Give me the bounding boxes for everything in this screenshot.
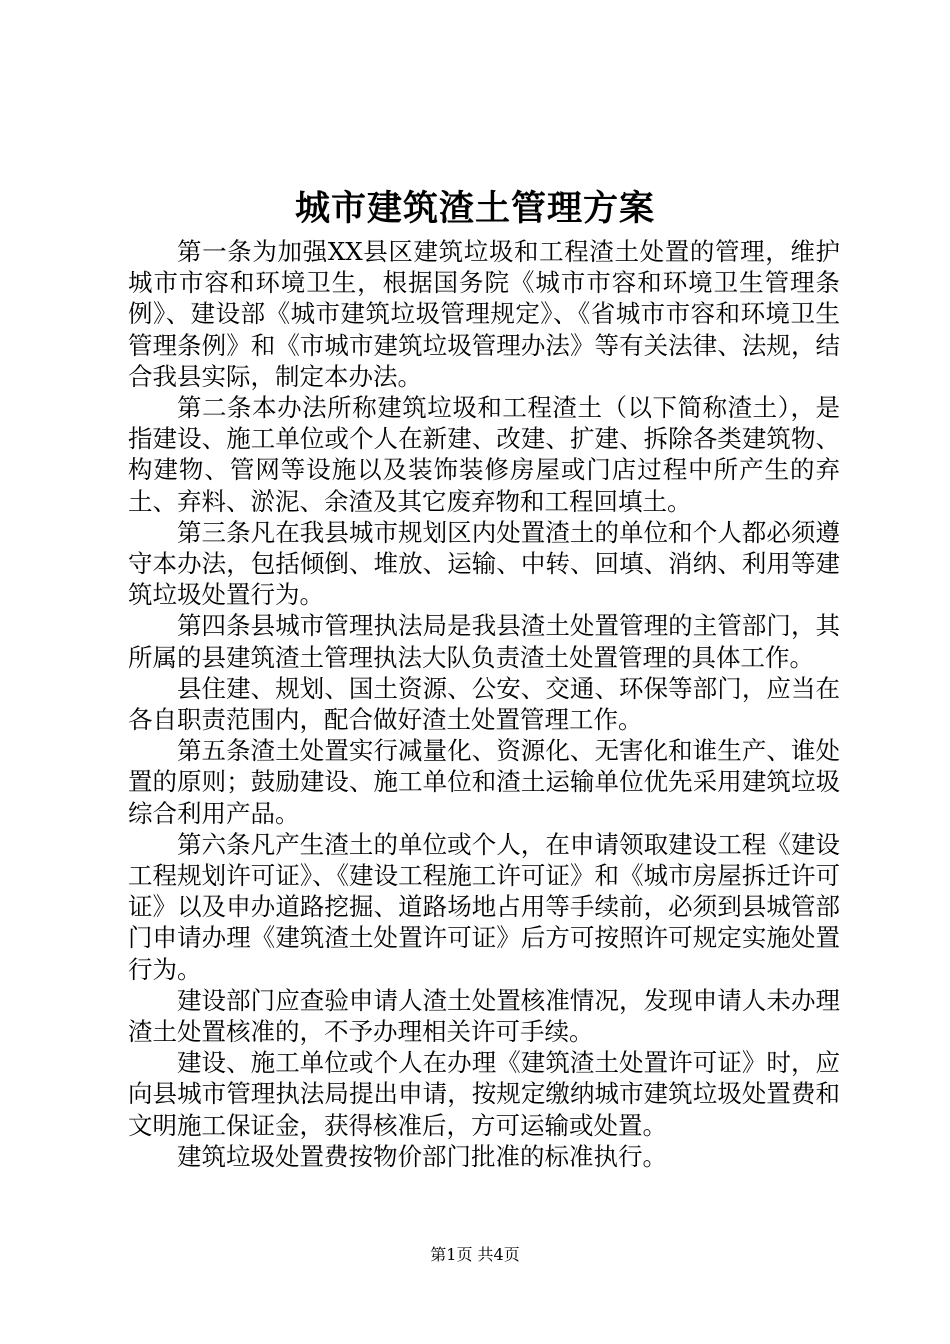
- paragraph-article-6-fee: 建筑垃圾处置费按物价部门批准的标准执行。: [177, 1141, 667, 1171]
- document-title: 城市建筑渣土管理方案: [294, 188, 655, 229]
- paragraph-article-1: 第一条为加强XX县区建筑垃圾和工程渣土处置的管理，维护城市市容和环境卫生，根据国务院《城市市容和环境卫生管理条例》、建设部《城市建筑垃圾管理规定》、《省城市市容和环境卫生管理条例》和《市城市建筑垃圾管理办法》等有关法律、法规，结合我县实际，制定本办法。: [128, 237, 840, 391]
- paragraph-article-4-supplement: 县住建、规划、国土资源、公安、交通、环保等部门，应当在各自职责范围内，配合做好渣土处置管理工作。: [128, 673, 840, 735]
- paragraph-article-5: 第五条渣土处置实行减量化、资源化、无害化和谁生产、谁处置的原则；鼓励建设、施工单位和渣土运输单位优先采用建筑垃圾综合利用产品。: [128, 736, 840, 828]
- paragraph-article-2: 第二条本办法所称建筑垃圾和工程渣土（以下简称渣土），是指建设、施工单位或个人在新建、改建、扩建、拆除各类建筑物、构建物、管网等设施以及装饰装修房屋或门店过程中所产生的弃土、弃料、淤泥、余渣及其它废弃物和工程回填土。: [128, 393, 840, 516]
- paragraph-article-4: 第四条县城市管理执法局是我县渣土处置管理的主管部门，其所属的县建筑渣土管理执法大队负责渣土处置管理的具体工作。: [128, 611, 840, 672]
- paragraph-article-3: 第三条凡在我县城市规划区内处置渣土的单位和个人都必须遵守本办法，包括倾倒、堆放、运输、中转、回填、消纳、利用等建筑垃圾处置行为。: [128, 517, 840, 610]
- paragraph-article-6: 第六条凡产生渣土的单位或个人，在申请领取建设工程《建设工程规划许可证》、《建设工程施工许可证》和《城市房屋拆迁许可证》以及申办道路挖掘、道路场地占用等手续前，必须到县城管部门申请办理《建筑渣土处置许可证》后方可按照许可规定实施处置行为。: [128, 829, 840, 984]
- document-body: [128, 236, 840, 1172]
- paragraph-article-6-application: 建设、施工单位或个人在办理《建筑渣土处置许可证》时，应向县城市管理执法局提出申请，按规定缴纳城市建筑垃圾处置费和文明施工保证金，获得核准后，方可运输或处置。: [128, 1048, 840, 1140]
- page-number-footer: 第1页 共4页: [430, 1245, 520, 1264]
- paragraph-article-6-construction-dept: 建设部门应查验申请人渣土处置核准情况，发现申请人未办理渣土处置核准的，不予办理相关许可手续。: [128, 985, 840, 1047]
